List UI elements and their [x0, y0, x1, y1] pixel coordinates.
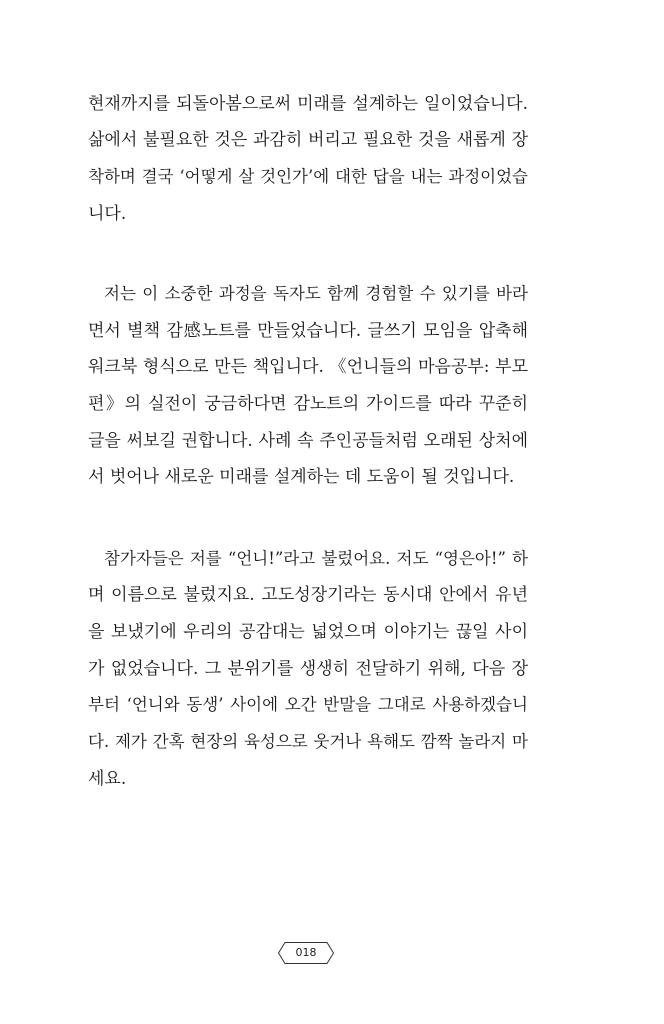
paragraph-2-line-1: 저는 이 소중한 과정을 독자도 함께 경험할 수 있기를 바라 — [104, 284, 528, 303]
paragraph-2-line-3: 워크북 형식으로 만든 책입니다. 《언니들의 마음공부: 부모 — [88, 357, 528, 377]
paragraph-2-line-4: 편》의 실전이 궁금하다면 감노트의 가이드를 따라 꾸준히 — [88, 394, 528, 414]
paragraph-3-line-4: 가 없었습니다. 그 분위기를 생생히 전달하기 위해, 다음 장 — [88, 659, 528, 679]
paragraph-3-line-7: 세요. — [88, 769, 127, 789]
paragraph-3-line-3: 을 보냈기에 우리의 공감대는 넓었으며 이야기는 끊일 사이 — [88, 622, 528, 642]
paragraph-3-line-1: 참가자들은 저를 “언니!”라고 불렀어요. 저도 “영은아!” 하 — [104, 549, 528, 568]
paragraph-3-line-5: 부터 ‘언니와 동생’ 사이에 오간 반말을 그대로 사용하겠습니 — [88, 695, 528, 714]
paragraph-1-line-4: 니다. — [88, 204, 127, 224]
paragraph-1-line-3: 착하며 결국 ‘어떻게 살 것인가’에 대한 답을 내는 과정이었습 — [88, 167, 528, 186]
paragraph-2-line-5: 글을 써보길 권합니다. 사례 속 주인공들처럼 오래된 상처에 — [88, 431, 528, 451]
paragraph-3-line-6: 다. 제가 간혹 현장의 육성으로 웃거나 욕해도 깜짝 놀라지 마 — [88, 732, 528, 751]
paragraph-3-line-2: 며 이름으로 불렀지요. 고도성장기라는 동시대 안에서 유년 — [88, 585, 528, 605]
paragraph-2-line-2: 면서 별책 감感노트를 만들었습니다. 글쓰기 모임을 압축해 — [88, 321, 528, 341]
page-number-badge — [277, 941, 335, 965]
paragraph-1-line-1: 현재까지를 되돌아봄으로써 미래를 설계하는 일이었습니다. — [88, 94, 528, 114]
page-number: 018 — [295, 946, 317, 959]
paragraph-2-line-6: 서 벗어나 새로운 미래를 설계하는 데 도움이 될 것입니다. — [88, 467, 515, 487]
paragraph-1-line-2: 삶에서 불필요한 것은 과감히 버리고 필요한 것을 새롭게 장 — [88, 130, 528, 150]
